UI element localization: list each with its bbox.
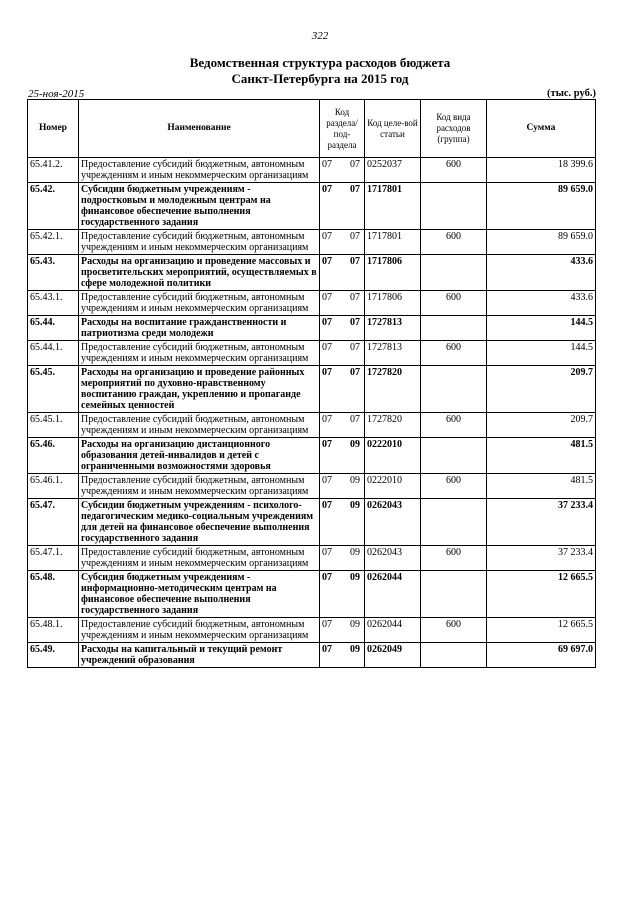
row-number: 65.41.2. [28,158,79,183]
row-section: 07 [322,619,332,630]
row-article-code: 1727813 [365,341,421,366]
row-subsection: 07 [350,231,360,242]
row-expense-type: 600 [421,341,487,366]
table-row [28,366,596,413]
table-header-row [28,100,596,158]
row-sum: 37 233.4 [487,546,596,571]
row-expense-type [421,316,487,341]
row-expense-type [421,255,487,291]
row-expense-type: 600 [421,158,487,183]
row-sum: 12 665.5 [487,571,596,618]
row-section: 07 [322,159,332,170]
row-number: 65.42.1. [28,230,79,255]
row-article-code: 0262043 [365,546,421,571]
row-section: 07 [322,572,332,583]
row-sum: 433.6 [487,255,596,291]
row-section: 07 [322,367,332,378]
row-number: 65.45.1. [28,413,79,438]
table-row [28,255,596,291]
row-section: 07 [322,292,332,303]
row-sum: 144.5 [487,341,596,366]
row-name: Субсидия бюджетным учреждениям - информационно-методическим центрам на финансовое обеспечение выполнения государственного задания [79,571,320,618]
row-subsection: 07 [350,256,360,267]
row-article-code: 1717806 [365,291,421,316]
row-expense-type [421,571,487,618]
row-expense-type [421,499,487,546]
row-section: 07 [322,414,332,425]
row-subsection: 09 [350,439,360,450]
row-section: 07 [322,547,332,558]
row-article-code: 1727820 [365,413,421,438]
document-title-line-1: Ведомственная структура расходов бюджета [189,55,451,70]
row-expense-type: 600 [421,291,487,316]
row-subsection: 09 [350,619,360,630]
row-article-code: 0222010 [365,474,421,499]
row-article-code: 1727820 [365,366,421,413]
row-section-code [320,291,365,316]
table-row [28,316,596,341]
row-number: 65.48. [28,571,79,618]
table-row [28,158,596,183]
row-article-code: 1717801 [365,183,421,230]
row-section-code [320,618,365,643]
row-section-code [320,366,365,413]
row-subsection: 09 [350,500,360,511]
row-name: Субсидии бюджетным учреждениям - подростковым и молодежным центрам на финансовое обеспечение выполнения государственного задания [79,183,320,230]
row-number: 65.48.1. [28,618,79,643]
row-sum: 481.5 [487,438,596,474]
row-section: 07 [322,342,332,353]
table-row [28,291,596,316]
row-sum: 12 665.5 [487,618,596,643]
row-section-code [320,316,365,341]
row-section: 07 [322,317,332,328]
row-expense-type: 600 [421,474,487,499]
table-row [28,183,596,230]
row-name: Предоставление субсидий бюджетным, автономным учреждениям и иным некоммерческим организациям [79,158,320,183]
row-number: 65.44.1. [28,341,79,366]
row-sum: 209.7 [487,413,596,438]
document-date: 25-ноя-2015 [28,88,85,100]
table-row [28,413,596,438]
row-expense-type [421,366,487,413]
row-subsection: 07 [350,159,360,170]
row-section-code [320,255,365,291]
row-expense-type: 600 [421,413,487,438]
header-section-code: Код раздела/ под-раздела [320,100,365,158]
row-section: 07 [322,256,332,267]
table-body [28,158,596,668]
row-subsection: 07 [350,342,360,353]
row-section-code [320,643,365,668]
row-section-code [320,474,365,499]
row-number: 65.47.1. [28,546,79,571]
table-row [28,643,596,668]
row-subsection: 07 [350,292,360,303]
row-number: 65.46.1. [28,474,79,499]
row-sum: 433.6 [487,291,596,316]
row-name: Предоставление субсидий бюджетным, автономным учреждениям и иным некоммерческим организациям [79,291,320,316]
units-label: (тыс. руб.) [547,88,596,99]
row-sum: 481.5 [487,474,596,499]
row-sum: 144.5 [487,316,596,341]
row-article-code: 0222010 [365,438,421,474]
row-name: Расходы на капитальный и текущий ремонт учреждений образования [79,643,320,668]
row-article-code: 1727813 [365,316,421,341]
row-number: 65.47. [28,499,79,546]
row-subsection: 07 [350,184,360,195]
row-subsection: 09 [350,475,360,486]
row-expense-type [421,183,487,230]
table-row [28,571,596,618]
header-name: Наименование [79,100,320,158]
page-number: 322 [311,30,329,42]
row-name: Субсидии бюджетным учреждениям - психолого-педагогическим медико-социальным учреждениям для детей на финансовое обеспечение выполнения государственного задания [79,499,320,546]
row-name: Предоставление субсидий бюджетным, автономным учреждениям и иным некоммерческим организациям [79,618,320,643]
row-subsection: 07 [350,317,360,328]
row-subsection: 09 [350,644,360,655]
row-article-code: 1717801 [365,230,421,255]
row-section-code [320,438,365,474]
row-name: Расходы на организацию дистанционного образования детей-инвалидов и детей с ограниченными возможностями здоровья [79,438,320,474]
header-number: Номер [28,100,79,158]
row-expense-type: 600 [421,546,487,571]
row-sum: 209.7 [487,366,596,413]
row-number: 65.43.1. [28,291,79,316]
row-number: 65.42. [28,183,79,230]
row-section-code [320,571,365,618]
row-expense-type [421,438,487,474]
row-number: 65.45. [28,366,79,413]
row-number: 65.46. [28,438,79,474]
row-section-code [320,341,365,366]
row-article-code: 1717806 [365,255,421,291]
row-article-code: 0262043 [365,499,421,546]
row-section-code [320,413,365,438]
row-section: 07 [322,500,332,511]
table-row [28,474,596,499]
row-name: Предоставление субсидий бюджетным, автономным учреждениям и иным некоммерческим организациям [79,341,320,366]
row-sum: 37 233.4 [487,499,596,546]
row-section-code [320,499,365,546]
budget-table [27,99,596,668]
row-expense-type [421,643,487,668]
table-row [28,546,596,571]
row-article-code: 0262049 [365,643,421,668]
table-row [28,341,596,366]
row-name: Расходы на воспитание гражданственности и патриотизма среди молодежи [79,316,320,341]
row-name: Предоставление субсидий бюджетным, автономным учреждениям и иным некоммерческим организациям [79,413,320,438]
row-expense-type: 600 [421,618,487,643]
table-row [28,618,596,643]
row-section-code [320,183,365,230]
row-name: Предоставление субсидий бюджетным, автономным учреждениям и иным некоммерческим организациям [79,546,320,571]
row-name: Предоставление субсидий бюджетным, автономным учреждениям и иным некоммерческим организациям [79,474,320,499]
row-name: Предоставление субсидий бюджетным, автономным учреждениям и иным некоммерческим организациям [79,230,320,255]
row-subsection: 07 [350,414,360,425]
row-section-code [320,230,365,255]
row-section-code [320,158,365,183]
row-subsection: 09 [350,572,360,583]
row-section: 07 [322,475,332,486]
header-article-code: Код целе-вой статьи [365,100,421,158]
row-name: Расходы на организацию и проведение массовых и просветительских мероприятий, осуществляемых в сфере молодежной политики [79,255,320,291]
row-sum: 89 659.0 [487,230,596,255]
row-name: Расходы на организацию и проведение районных мероприятий по духовно-нравственному воспитанию граждан, укреплению и пропаганде семейных ценностей [79,366,320,413]
row-number: 65.49. [28,643,79,668]
row-sum: 89 659.0 [487,183,596,230]
row-section: 07 [322,439,332,450]
row-article-code: 0262044 [365,618,421,643]
row-subsection: 07 [350,367,360,378]
row-subsection: 09 [350,547,360,558]
document-title-line-2: Санкт-Петербурга на 2015 год [231,71,409,86]
row-article-code: 0262044 [365,571,421,618]
row-sum: 69 697.0 [487,643,596,668]
table-row [28,438,596,474]
row-section: 07 [322,184,332,195]
row-expense-type: 600 [421,230,487,255]
row-sum: 18 399.6 [487,158,596,183]
table-row [28,499,596,546]
row-number: 65.44. [28,316,79,341]
row-article-code: 0252037 [365,158,421,183]
table-row [28,230,596,255]
row-section: 07 [322,644,332,655]
row-section: 07 [322,231,332,242]
header-expense-type: Код вида расходов (группа) [421,100,487,158]
row-section-code [320,546,365,571]
header-sum: Сумма [487,100,596,158]
row-number: 65.43. [28,255,79,291]
